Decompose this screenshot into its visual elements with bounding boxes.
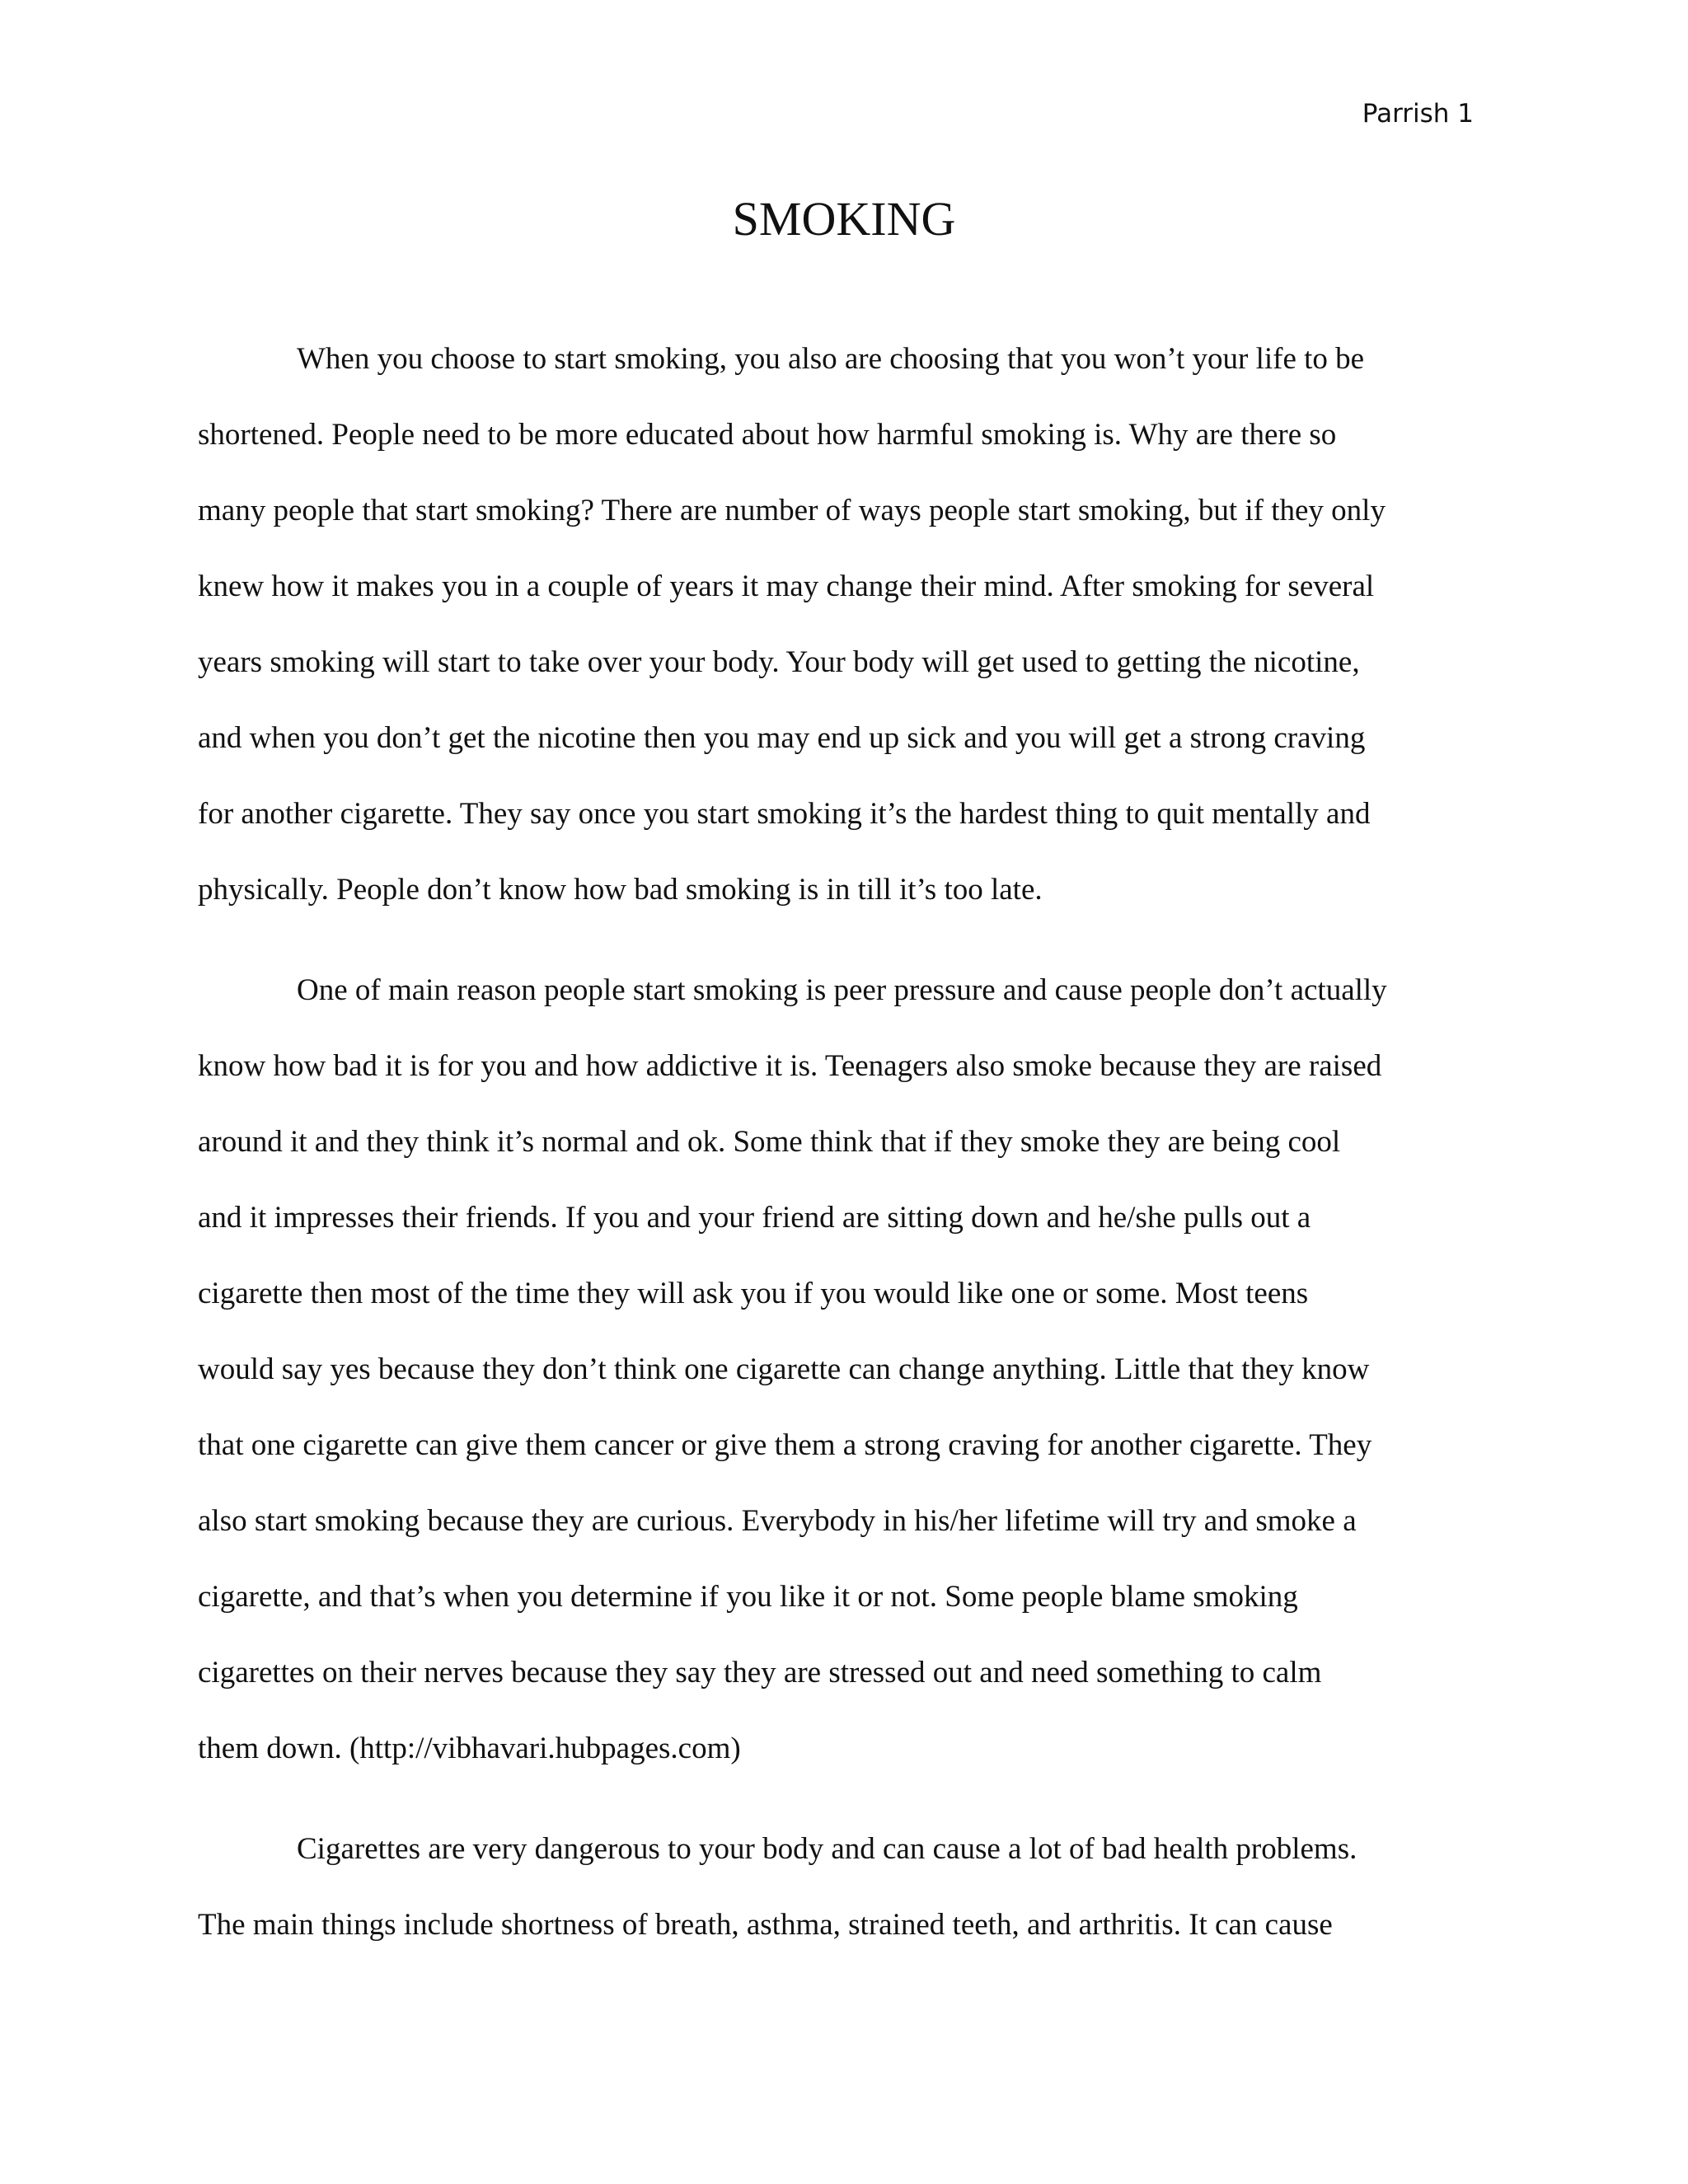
text-line: know how bad it is for you and how addictive it is. Teenagers also smoke because they are raised xyxy=(198,1049,1382,1083)
text-line: One of main reason people start smoking is peer pressure and cause people don’t actually xyxy=(297,973,1387,1007)
text-line: knew how it makes you in a couple of years it may change their mind. After smoking for several xyxy=(198,569,1375,603)
running-header: Parrish 1 xyxy=(1362,99,1474,129)
text-line: and when you don’t get the nicotine then you may end up sick and you will get a strong craving xyxy=(198,721,1366,755)
text-line: Cigarettes are very dangerous to your body and can cause a lot of bad health problems. xyxy=(297,1832,1357,1866)
text-line: around it and they think it’s normal and ok. Some think that if they smoke they are being cool xyxy=(198,1125,1341,1159)
text-line: many people that start smoking? There are number of ways people start smoking, but if they only xyxy=(198,494,1386,527)
text-line: shortened. People need to be more educated about how harmful smoking is. Why are there so xyxy=(198,418,1337,452)
paragraph xyxy=(198,953,1484,1787)
text-line: cigarette, and that’s when you determine if you like it or not. Some people blame smoking xyxy=(198,1580,1298,1614)
text-line: The main things include shortness of breath, asthma, strained teeth, and arthritis. It can cause xyxy=(198,1908,1333,1942)
text-line: When you choose to start smoking, you also are choosing that you won’t your life to be xyxy=(297,342,1365,376)
text-line: years smoking will start to take over your body. Your body will get used to getting the nicotine, xyxy=(198,645,1360,679)
paragraph xyxy=(198,1811,1484,1963)
text-line: cigarette then most of the time they will ask you if you would like one or some. Most teens xyxy=(198,1277,1309,1310)
text-line: also start smoking because they are curious. Everybody in his/her lifetime will try and smoke a xyxy=(198,1504,1357,1538)
document-title: SMOKING xyxy=(732,192,956,246)
text-line: them down. (http://vibhavari.hubpages.com) xyxy=(198,1732,741,1765)
text-line: that one cigarette can give them cancer or give them a strong craving for another cigarette. They xyxy=(198,1428,1372,1462)
body-text xyxy=(198,321,1484,1988)
text-line: and it impresses their friends. If you and your friend are sitting down and he/she pulls out a xyxy=(198,1201,1311,1235)
paragraph xyxy=(198,321,1484,928)
text-line: cigarettes on their nerves because they say they are stressed out and need something to calm xyxy=(198,1656,1322,1690)
text-line: physically. People don’t know how bad smoking is in till it’s too late. xyxy=(198,873,1043,907)
text-line: for another cigarette. They say once you start smoking it’s the hardest thing to quit mentally and xyxy=(198,797,1371,831)
text-line: would say yes because they don’t think one cigarette can change anything. Little that they know xyxy=(198,1352,1370,1386)
